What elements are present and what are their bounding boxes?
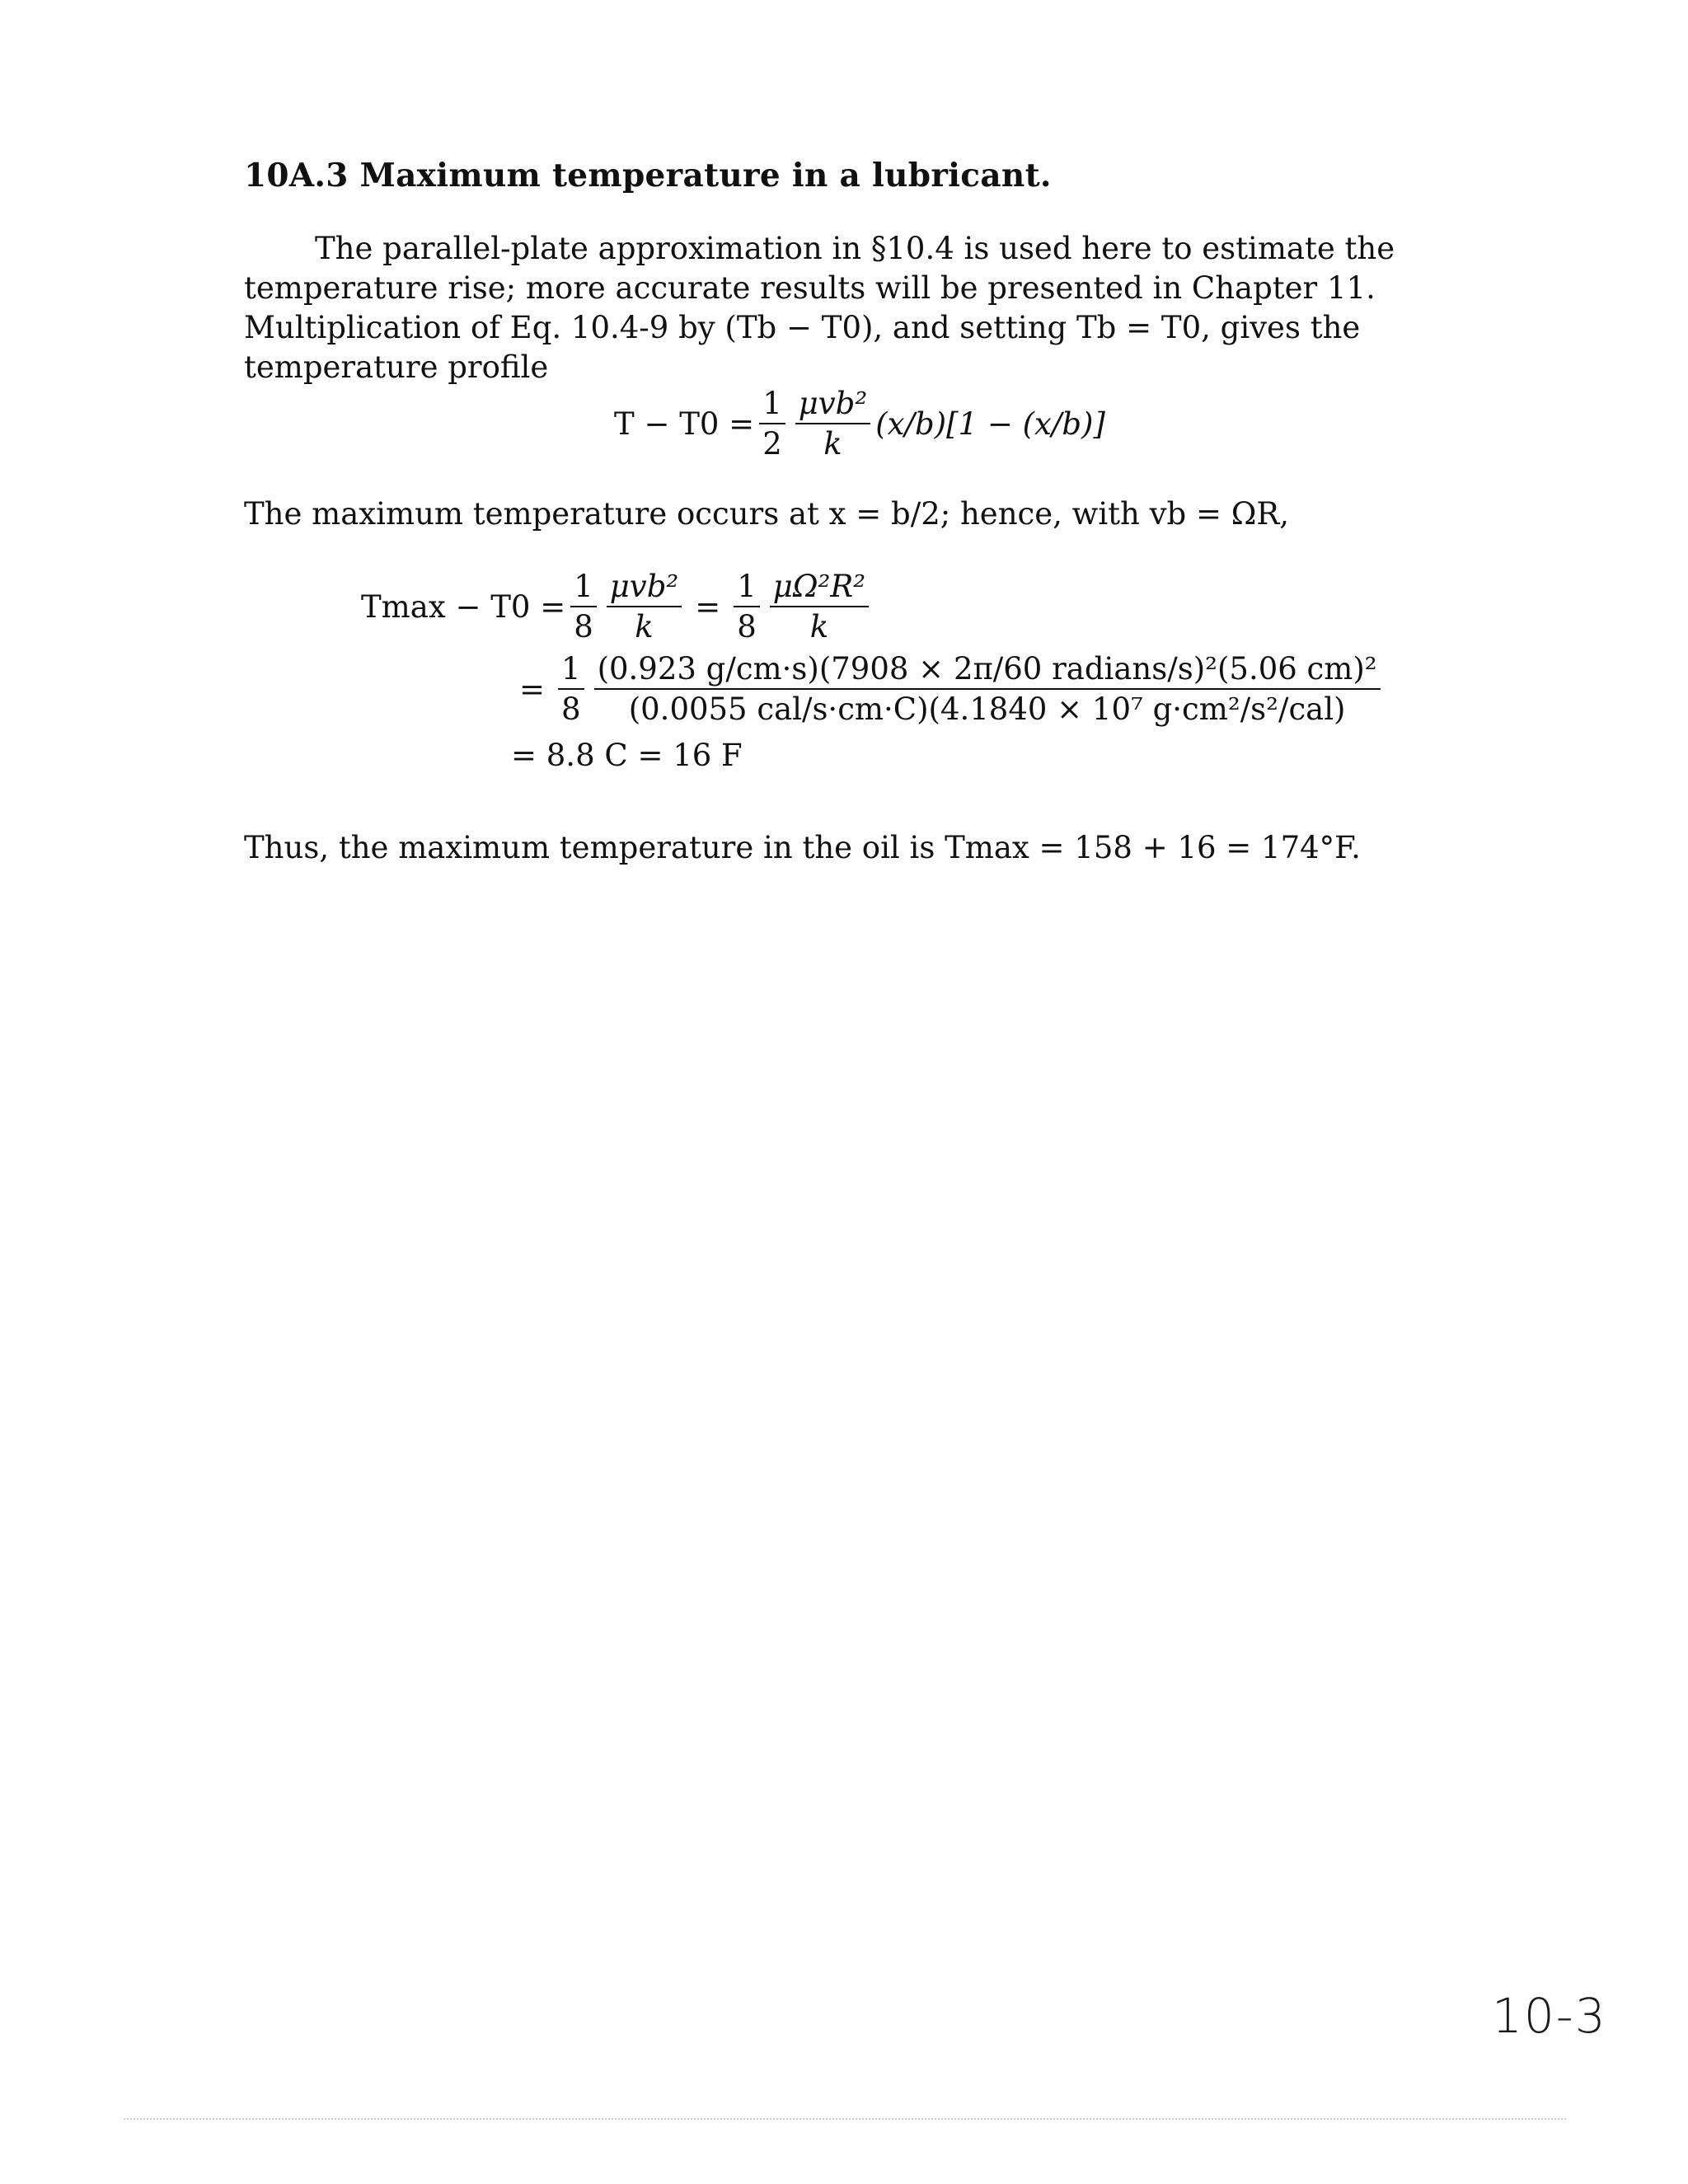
intro-paragraph-text: The parallel-plate approximation in §10.4 is used here to estimate the temperature rise; more accurate results will be presented in Chapter 11. Multiplication of Eq. 10.4-9 by (Tb − T0), and setting Tb = T0, gives the temperature profile bbox=[244, 231, 1395, 385]
eq2-c2 bbox=[734, 569, 760, 644]
eq2-lhs: Tmax − T0 = bbox=[361, 588, 566, 625]
section-heading: 10A.3 Maximum temperature in a lubricant. bbox=[244, 157, 1052, 194]
eq3-coef-num: 1 bbox=[558, 651, 584, 690]
handwritten-page-number: 10-3 bbox=[1492, 1988, 1607, 2044]
eq3-equals: = bbox=[519, 671, 546, 707]
intro-paragraph bbox=[244, 229, 1464, 387]
eq2-f2-den: k bbox=[809, 609, 829, 644]
temperature-profile-equation bbox=[614, 386, 1105, 462]
eq2-c2-den: 8 bbox=[737, 609, 757, 644]
eq2-c2-num: 1 bbox=[734, 569, 760, 607]
eq2-equals: = bbox=[695, 588, 721, 625]
eq3-frac-den: (0.0055 cal/s·cm·C)(4.1840 × 10⁷ g·cm²/s²/cal) bbox=[628, 691, 1346, 727]
eq1-coefficient bbox=[759, 386, 785, 462]
eq3-fraction bbox=[594, 651, 1381, 727]
eq2-f1 bbox=[607, 569, 682, 644]
eq3-coefficient bbox=[558, 651, 584, 727]
eq1-fraction bbox=[795, 386, 870, 462]
eq3-coef-den: 8 bbox=[561, 691, 581, 727]
eq3-frac-num: (0.923 g/cm·s)(7908 × 2π/60 radians/s)²(5.06 cm)² bbox=[594, 651, 1381, 690]
eq2-f2-num: μΩ²R² bbox=[770, 569, 869, 607]
eq1-rest: (x/b)[1 − (x/b)] bbox=[875, 405, 1105, 442]
eq1-lhs: T − T0 = bbox=[614, 405, 755, 442]
eq2-f1-den: k bbox=[635, 609, 654, 644]
eq1-coef-den: 2 bbox=[762, 426, 782, 462]
max-temp-paragraph: The maximum temperature occurs at x = b/2; hence, with vb = ΩR, bbox=[244, 496, 1290, 532]
eq2-c1-den: 8 bbox=[574, 609, 593, 644]
conclusion-paragraph: Thus, the maximum temperature in the oil is Tmax = 158 + 16 = 174°F. bbox=[244, 830, 1361, 865]
eq2-c1-num: 1 bbox=[570, 569, 597, 607]
max-temp-equation-line2 bbox=[511, 651, 1386, 727]
eq2-c1 bbox=[570, 569, 597, 644]
max-temp-result: = 8.8 C = 16 F bbox=[511, 738, 743, 773]
eq1-frac-num: μvb² bbox=[795, 386, 870, 424]
eq2-f1-num: μvb² bbox=[607, 569, 682, 607]
eq2-f2 bbox=[770, 569, 869, 644]
eq1-coef-num: 1 bbox=[759, 386, 785, 424]
max-temp-equation-line1 bbox=[361, 569, 874, 644]
scan-edge-dots bbox=[124, 2118, 1566, 2121]
eq1-frac-den: k bbox=[823, 426, 842, 462]
